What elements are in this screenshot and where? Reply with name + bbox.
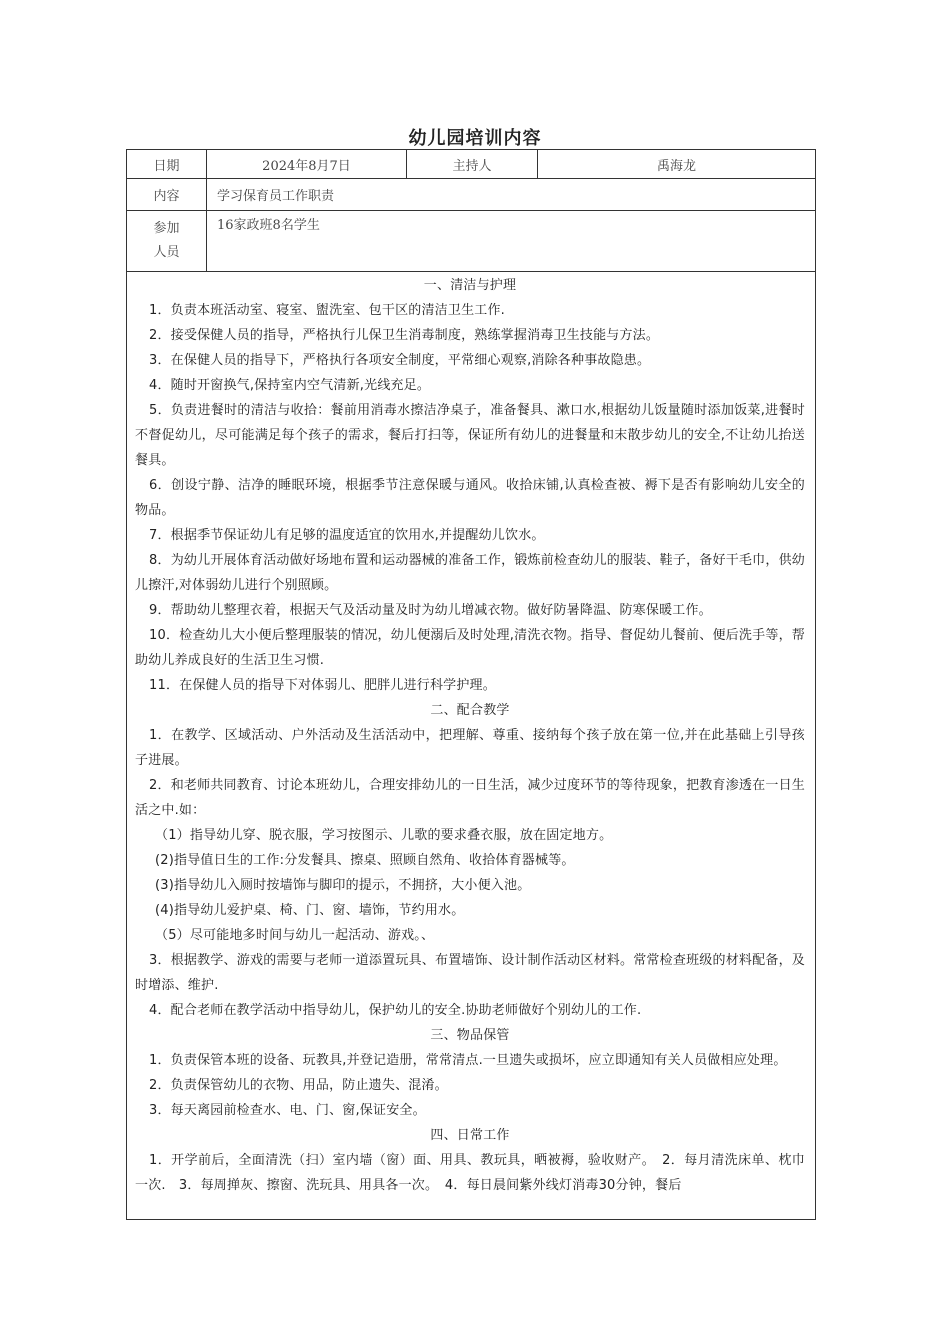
section-paragraph: 11．在保健人员的指导下对体弱儿、肥胖儿进行科学护理。	[149, 678, 496, 693]
section-paragraph: 2．负责保管幼儿的衣物、用品，防止遗失、混淆。	[149, 1078, 448, 1093]
section-paragraph: 3．根据教学、游戏的需要与老师一道添置玩具、布置墙饰、设计制作活动区材料。常常检查班级的材料配备，及时增添、维护.	[135, 953, 805, 993]
section-paragraph: (2)指导值日生的工作:分发餐具、擦桌、照顾自然角、收拾体育器械等。	[155, 853, 575, 868]
section-heading: 四、日常工作	[430, 1128, 510, 1143]
section-paragraph: 1．负责本班活动室、寝室、盥洗室、包干区的清洁卫生工作.	[149, 303, 506, 318]
section-paragraph: 3．在保健人员的指导下，严格执行各项安全制度，平常细心观察,消除各种事故隐患。	[149, 353, 651, 368]
section-paragraph: 5．负责进餐时的清洁与收拾：餐前用消毒水擦洁净桌子，准备餐具、漱口水,根据幼儿饭量随时添加饭菜,进餐时不督促幼儿，尽可能满足每个孩子的需求，餐后打扫等，保证所有幼儿的进餐量和末散步幼儿的安全,不让幼儿抬送餐具。	[135, 403, 805, 468]
date-value: 2024年8月7日	[207, 150, 407, 179]
document-title: 幼儿园培训内容	[408, 128, 542, 149]
section-paragraph: 2．接受保健人员的指导，严格执行儿保卫生消毒制度，熟练掌握消毒卫生技能与方法。	[149, 328, 660, 343]
section-paragraph: 8．为幼儿开展体育活动做好场地布置和运动器械的准备工作，锻炼前检查幼儿的服装、鞋子，备好干毛巾，供幼儿擦汗,对体弱幼儿进行个别照顾。	[135, 553, 805, 593]
info-row-date	[127, 150, 816, 179]
participants-label-line-2: 人员	[153, 245, 180, 260]
section-paragraph: 1．在教学、区域活动、户外活动及生活活动中，把理解、尊重、接纳每个孩子放在第一位,并在此基础上引导孩子进展。	[135, 728, 805, 768]
section-paragraph: 10．检查幼儿大小便后整理服装的情况，幼儿便溺后及时处理,清洗衣物。指导、督促幼儿餐前、便后洗手等，帮助幼儿养成良好的生活卫生习惯.	[135, 628, 805, 668]
info-row-participants	[127, 211, 816, 272]
section-paragraph: 3．每天离园前检查水、电、门、窗,保证安全。	[149, 1103, 426, 1118]
section-paragraph: 4．配合老师在教学活动中指导幼儿，保护幼儿的安全.协助老师做好个别幼儿的工作.	[149, 1003, 642, 1018]
info-table	[126, 149, 816, 272]
section-paragraph: 4．随时开窗换气,保持室内空气清新,光线充足。	[149, 378, 431, 393]
participants-value: 16家政班8名学生	[207, 211, 816, 272]
section-paragraph: 2．和老师共同教育、讨论本班幼儿，合理安排幼儿的一日生活，减少过度环节的等待现象，把教育渗透在一日生活之中.如：	[135, 778, 805, 818]
content-label: 内容	[127, 179, 207, 211]
section-heading: 一、清洁与护理	[423, 278, 517, 293]
participants-label	[127, 211, 207, 272]
participants-label-line-1: 参加	[153, 221, 180, 236]
info-row-content	[127, 179, 816, 211]
section-paragraph: (4)指导幼儿爱护桌、椅、门、窗、墙饰，节约用水。	[155, 903, 465, 918]
section-heading: 三、物品保管	[430, 1028, 510, 1043]
section-paragraph: （1）指导幼儿穿、脱衣服，学习按图示、儿歌的要求叠衣服，放在固定地方。	[155, 828, 613, 843]
training-content	[127, 271, 815, 1198]
section-paragraph: 1．开学前后，全面清洗（扫）室内墙（窗）面、用具、教玩具，晒被褥，验收财产。 2．每月清洗床单、枕巾一次. 3．每周掸灰、擦窗、洗玩具、用具各一次。 4．每日晨间紫外线灯消毒30分钟，餐后	[135, 1153, 805, 1193]
section-paragraph: （5）尽可能地多时间与幼儿一起活动、游戏。、	[155, 928, 435, 943]
host-value: 禹海龙	[538, 150, 816, 179]
host-label: 主持人	[407, 150, 538, 179]
date-label: 日期	[127, 150, 207, 179]
section-paragraph: 1．负责保管本班的设备、玩教具,并登记造册，常常清点.一旦遗失或损坏，应立即通知有关人员做相应处理。	[149, 1053, 787, 1068]
section-paragraph: (3)指导幼儿入厕时按墙饰与脚印的提示，不拥挤，大小便入池。	[155, 878, 531, 893]
section-paragraph: 7．根据季节保证幼儿有足够的温度适宜的饮用水,并提醒幼儿饮水。	[149, 528, 545, 543]
training-content-box	[126, 271, 816, 1220]
section-paragraph: 9．帮助幼儿整理衣着，根据天气及活动量及时为幼儿增减衣物。做好防暑降温、防寒保暖工作。	[149, 603, 712, 618]
section-heading: 二、配合教学	[430, 703, 510, 718]
content-value: 学习保育员工作职责	[207, 179, 816, 211]
section-paragraph: 6．创设宁静、洁净的睡眠环境，根据季节注意保暖与通风。收拾床铺,认真检查被、褥下是否有影响幼儿安全的物品。	[135, 478, 805, 518]
